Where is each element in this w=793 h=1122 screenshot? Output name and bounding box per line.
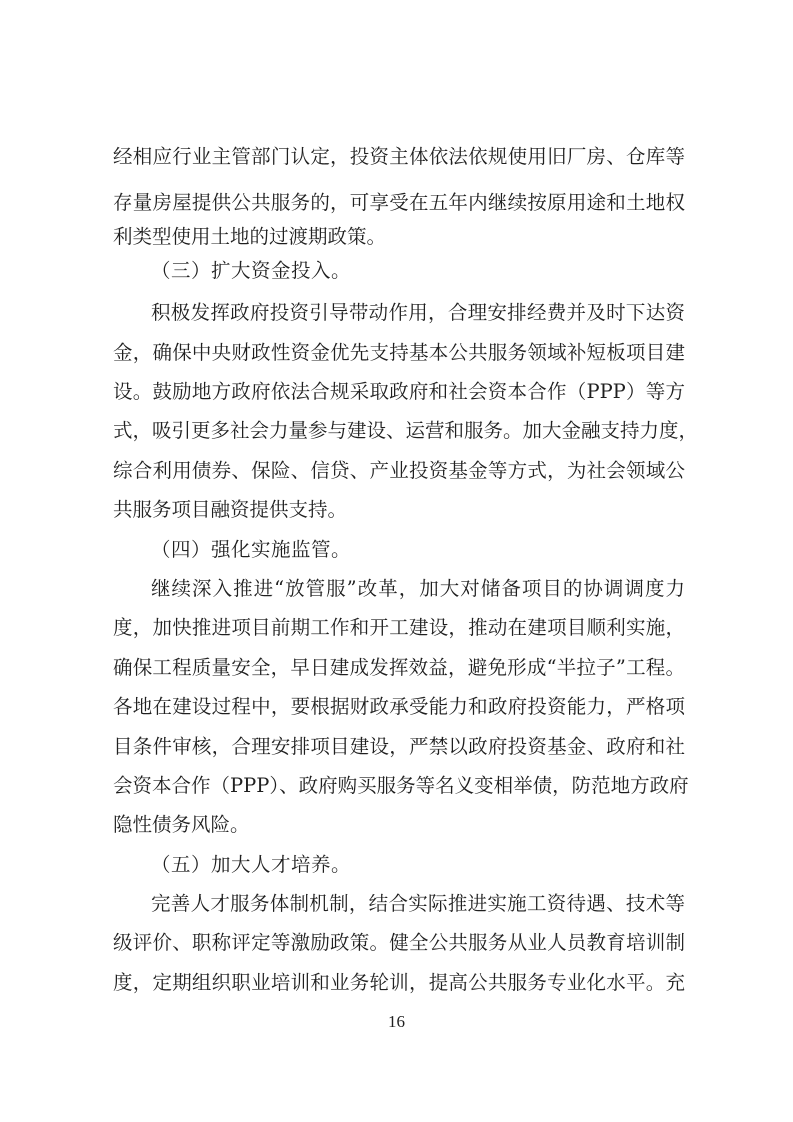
paragraph-line: 确保工程质量安全，早日建成发挥效益，避免形成“半拉子”工程。 <box>113 656 685 679</box>
paragraph-line: 金，确保中央财政性资金优先支持基本公共服务领域补短板项目建 <box>113 341 685 364</box>
paragraph-line: 利类型使用土地的过渡期政策。 <box>113 225 387 248</box>
paragraph-line: 设。鼓励地方政府依法合规采取政府和社会资本合作（PPP）等方 <box>113 380 685 403</box>
paragraph-line: 会资本合作（PPP）、政府购买服务等名义变相举债，防范地方政府 <box>113 774 689 797</box>
paragraph-line: 积极发挥政府投资引导带动作用，合理安排经费并及时下达资 <box>151 301 685 324</box>
section-heading: （五）加大人才培养。 <box>151 853 352 876</box>
paragraph-line: 各地在建设过程中，要根据财政承受能力和政府投资能力，严格项 <box>113 695 685 718</box>
paragraph-line: 式，吸引更多社会力量参与建设、运营和服务。加大金融支持力度， <box>113 419 699 442</box>
paragraph-line: 度，定期组织职业培训和业务轮训，提高公共服务专业化水平。充 <box>113 971 685 994</box>
paragraph-line: 共服务项目融资提供支持。 <box>113 498 348 521</box>
section-heading: （三）扩大资金投入。 <box>151 259 352 282</box>
paragraph-line: 存量房屋提供公共服务的，可享受在五年内继续按原用途和土地权 <box>113 191 685 214</box>
paragraph-line: 级评价、职称评定等激励政策。健全公共服务从业人员教育培训制 <box>113 931 685 954</box>
paragraph-line: 隐性债务风险。 <box>113 813 250 836</box>
paragraph-line: 经相应行业主管部门认定，投资主体依法依规使用旧厂房、仓库等 <box>113 145 685 168</box>
section-heading: （四）强化实施监管。 <box>151 538 352 561</box>
paragraph-line: 度，加快推进项目前期工作和开工建设，推动在建项目顺利实施， <box>113 616 685 639</box>
page-number: 16 <box>388 1012 405 1031</box>
paragraph-line: 综合利用债券、保险、信贷、产业投资基金等方式，为社会领域公 <box>113 459 685 482</box>
paragraph-line: 完善人才服务体制机制，结合实际推进实施工资待遇、技术等 <box>151 892 685 915</box>
paragraph-line: 继续深入推进“放管服”改革，加大对储备项目的协调调度力 <box>151 577 685 600</box>
paragraph-line: 目条件审核，合理安排项目建设，严禁以政府投资基金、政府和社 <box>113 735 685 758</box>
